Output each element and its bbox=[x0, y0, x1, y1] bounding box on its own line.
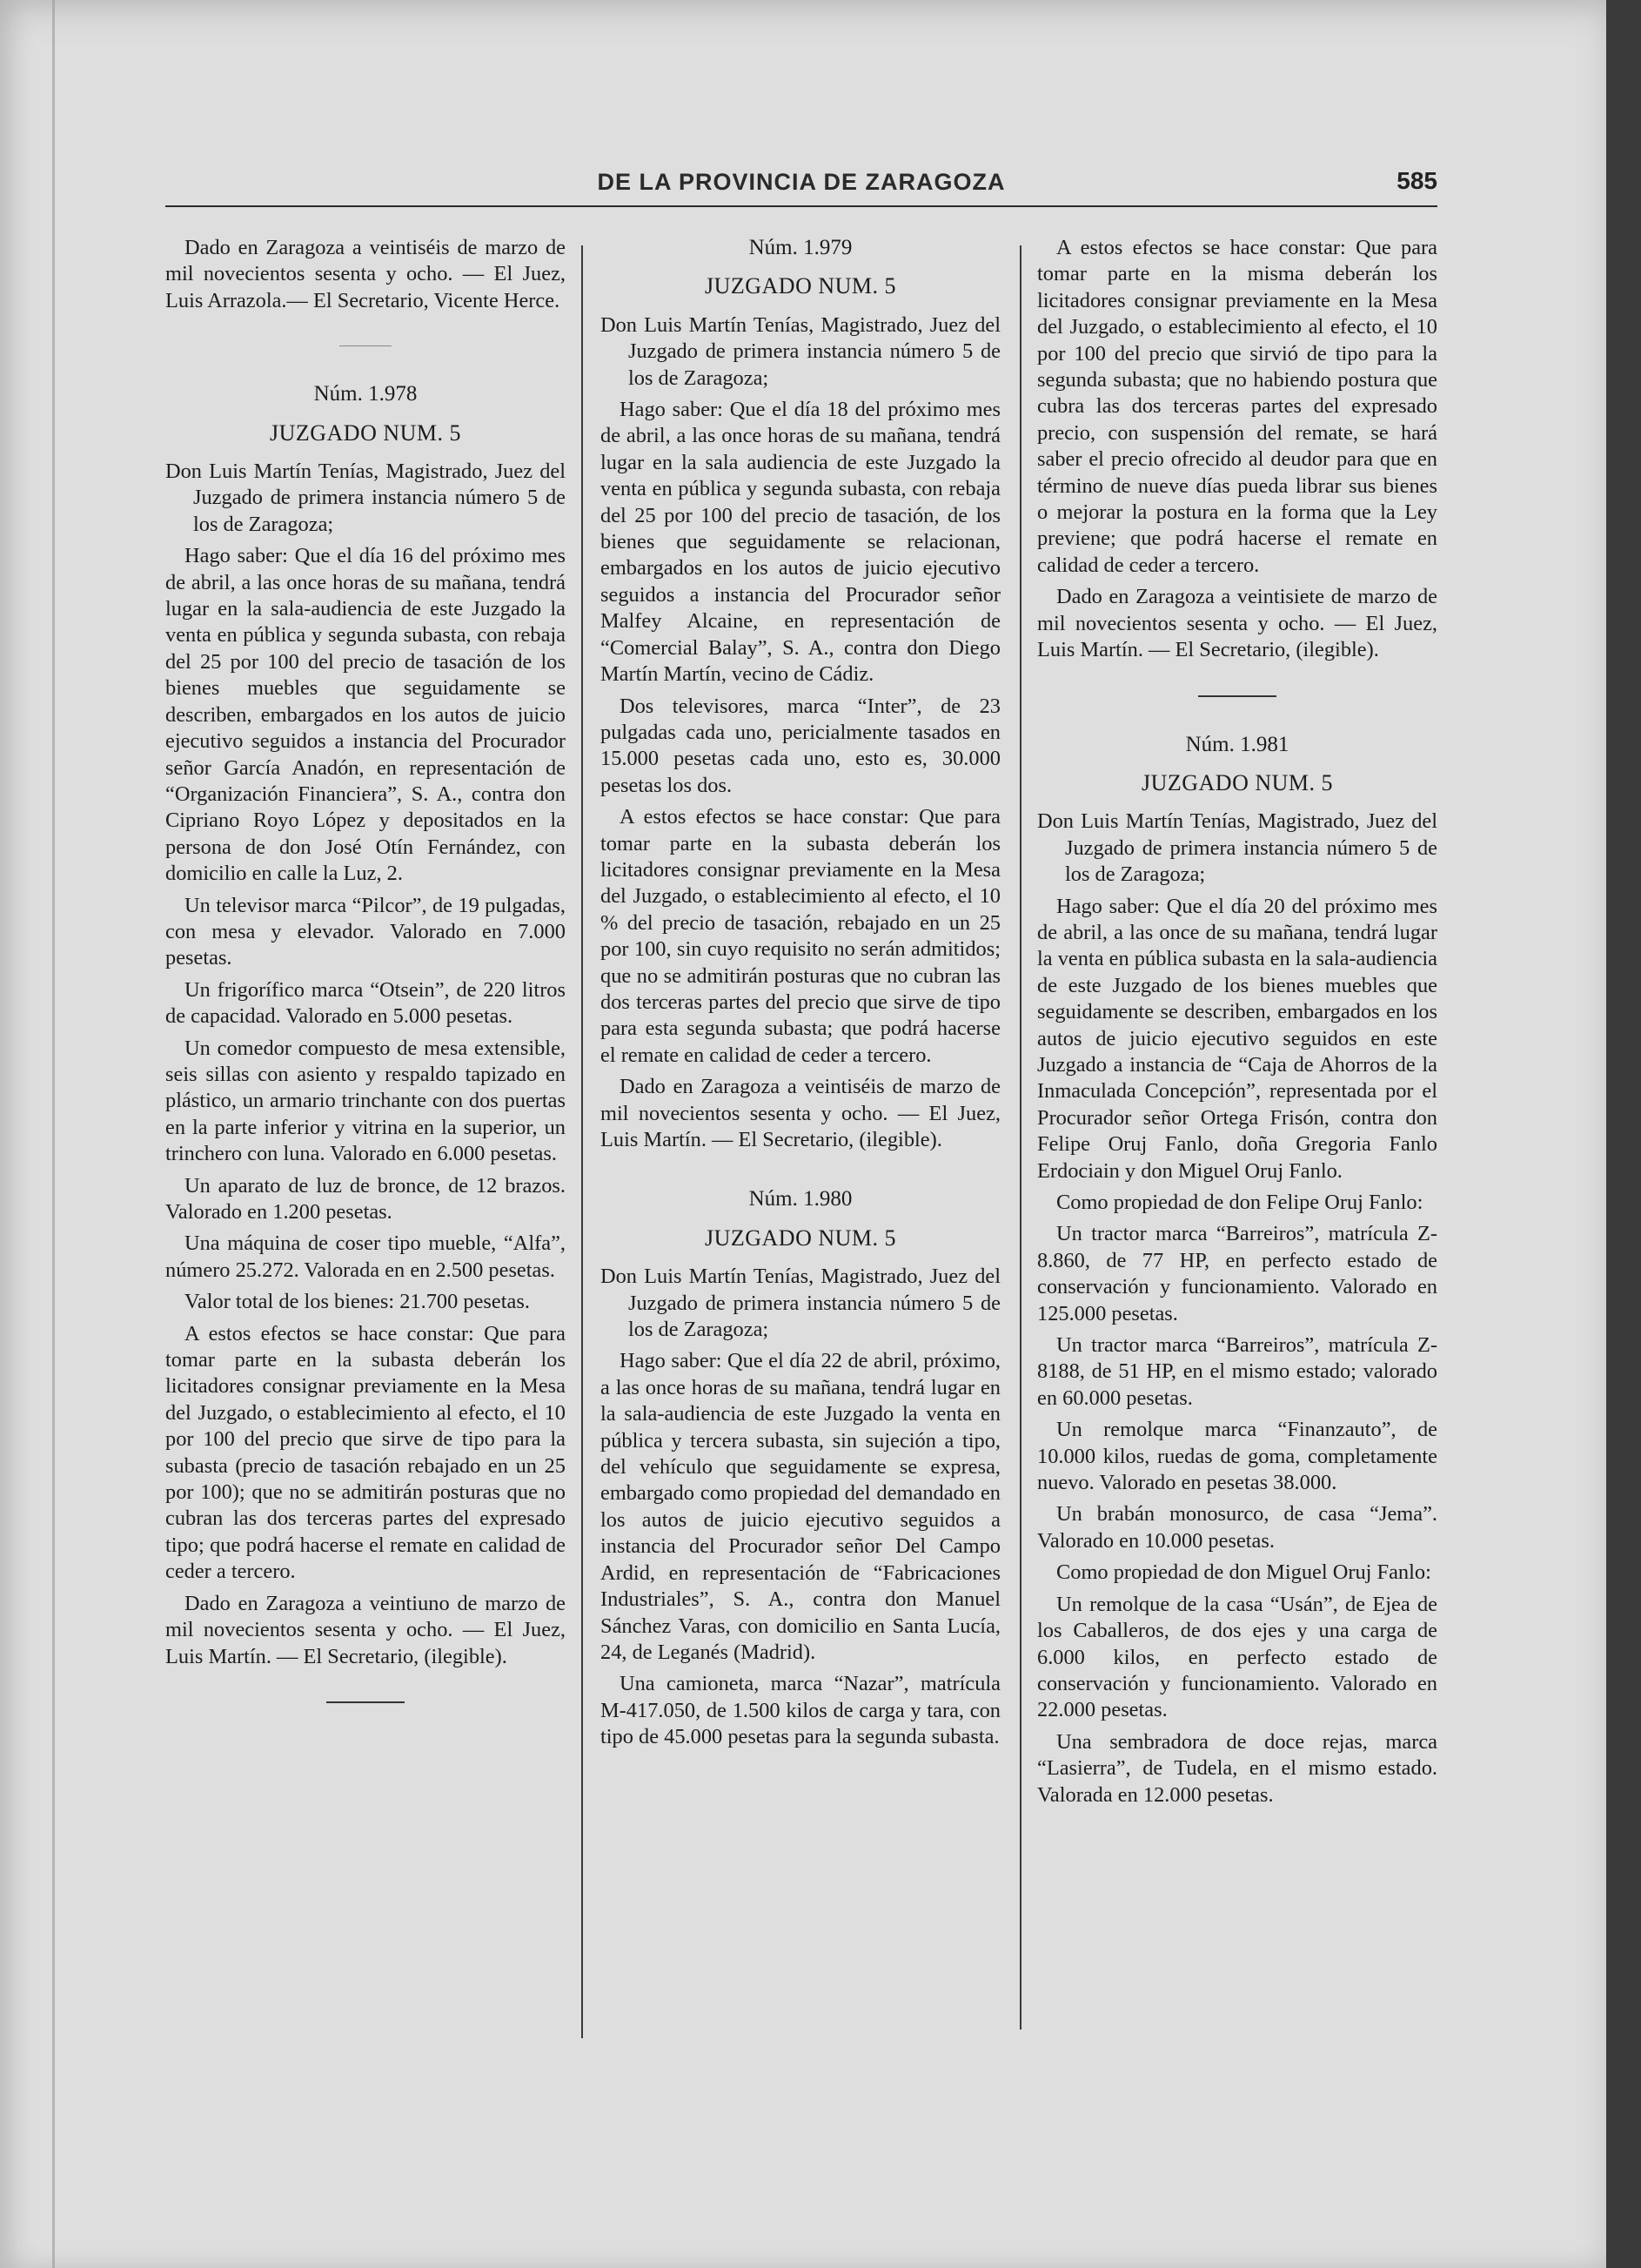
body-paragraph: Un brabán monosurco, de casa “Jema”. Valorado en 10.000 pesetas. bbox=[1037, 1502, 1437, 1553]
body-paragraph: Dos televisores, marca “Inter”, de 23 pulgadas cada uno, pericialmente tasados en 15.000 pesetas cada uno, esto es, 30.000 pesetas los dos. bbox=[600, 694, 1001, 797]
address-paragraph: Don Luis Martín Tenías, Magistrado, Juez del Juzgado de primera instancia número 5 de los de Zaragoza; bbox=[165, 460, 566, 536]
body-paragraph: Un remolque de la casa “Usán”, de Ejea de los Caballeros, de dos ejes y una carga de 6.000 kilos, en perfecto estado de conservación y funcionamiento. Valorado en 22.000 pesetas. bbox=[1037, 1592, 1437, 1722]
closing-paragraph: Dado en Zaragoza a veintiséis de marzo de mil novecientos sesenta y ocho. — El Juez, Luis Arrazola.— El Secretario, Vicente Herce. bbox=[165, 236, 566, 312]
closing-paragraph: Dado en Zaragoza a veintisiete de marzo de mil novecientos sesenta y ocho. — El Juez, Luis Martín. — El Secretario, (ilegible). bbox=[1037, 585, 1437, 662]
body-paragraph: Un tractor marca “Barreiros”, matrícula Z-8.860, de 77 HP, en perfecto estado de conservación y funcionamiento. Valorado en 125.000 pesetas. bbox=[1037, 1222, 1437, 1325]
body-paragraph: Una sembradora de doce rejas, marca “Lasierra”, de Tudela, en el mismo estado. Valorada en 12.000 pesetas. bbox=[1037, 1729, 1437, 1807]
address-paragraph: Don Luis Martín Tenías, Magistrado, Juez del Juzgado de primera instancia número 5 de los de Zaragoza; bbox=[1037, 809, 1437, 887]
body-paragraph: Un tractor marca “Barreiros”, matrícula Z-8188, de 51 HP, en el mismo estado; valorado en 60.000 pesetas. bbox=[1037, 1333, 1437, 1410]
body-paragraph: A estos efectos se hace constar: Que para tomar parte en la subasta deberán los licitadores consignar previamente en la Mesa del Juzgado, o establecimiento al efecto, el 10 % del precio de tasación, rebajado en un 25 por 100, sin cuyo requisito no serán admitidos; que no se admitirán posturas que no cubran las dos terceras partes del precio que sirve de tipo para esta segunda subasta; que podrá hacerse el remate en calidad de ceder a tercero. bbox=[600, 805, 1001, 1067]
body-paragraph: Un televisor marca “Pilcor”, de 19 pulgadas, con mesa y elevador. Valorado en 7.000 pesetas. bbox=[165, 893, 566, 970]
body-paragraph: Un remolque marca “Finanzauto”, de 10.000 kilos, ruedas de goma, completamente nuevo. Valorado en pesetas 38.000. bbox=[1037, 1418, 1437, 1495]
separator bbox=[1198, 695, 1276, 697]
court-heading: JUZGADO NUM. 5 bbox=[1141, 769, 1334, 795]
page-number: 585 bbox=[1397, 167, 1437, 194]
address-paragraph: Don Luis Martín Tenías, Magistrado, Juez del Juzgado de primera instancia número 5 de los de Zaragoza; bbox=[600, 312, 1001, 390]
address-paragraph: Don Luis Martín Tenías, Magistrado, Juez del Juzgado de primera instancia número 5 de los de Zaragoza; bbox=[600, 1265, 1001, 1342]
closing-paragraph: Dado en Zaragoza a veintiuno de marzo de mil novecientos sesenta y ocho. — El Juez, Luis Martín. — El Secretario, (ilegible). bbox=[165, 1591, 566, 1668]
closing-paragraph: Dado en Zaragoza a veintiséis de marzo de mil novecientos sesenta y ocho. — El Juez, Luis Martín. — El Secretario, (ilegible). bbox=[600, 1075, 1001, 1151]
body-paragraph: Un aparato de luz de bronce, de 12 brazos. Valorado en 1.200 pesetas. bbox=[165, 1173, 566, 1224]
page-fold-shadow bbox=[52, 0, 55, 2268]
body-paragraph: Una máquina de coser tipo mueble, “Alfa”, número 25.272. Valorada en en 2.500 pesetas. bbox=[165, 1231, 566, 1282]
notice-number: Núm. 1.981 bbox=[1185, 732, 1289, 756]
column-rule-2 bbox=[1020, 245, 1021, 2030]
body-paragraph: Hago saber: Que el día 22 de abril, próximo, a las once horas de su mañana, tendrá lugar en la sala-audiencia de este Juzgado la venta en pública y tercera subasta, sin sujeción a tipo, del vehículo que seguidamente se expresa, embargado como propiedad del demandado en los autos de juicio ejecutivo seguidos a instancia del Procurador señor Del Campo Ardid, en representación de “Fabricaciones Industriales”, S. A., contra don Manuel Sánchez Varas, con domicilio en Santa Lucía, 24, de Leganés (Madrid). bbox=[600, 1349, 1001, 1664]
notice-number: Núm. 1.978 bbox=[313, 382, 418, 406]
body-paragraph: Hago saber: Que el día 18 del próximo mes de abril, a las once horas de su mañana, tendrá lugar en la sala audiencia de este Juzgado la venta en pública y segunda subasta, con rebaja del 25 por 100 del precio de tasación, de los bienes que seguidamente se relacionan, embargados en los autos de juicio ejecutivo seguidos a instancia del Procurador señor Malfey Alcaine, en representación de “Comercial Balay”, S. A., contra don Diego Martín Martín, vecino de Cádiz. bbox=[600, 398, 1001, 687]
court-heading: JUZGADO NUM. 5 bbox=[704, 273, 897, 299]
running-header bbox=[165, 162, 1437, 207]
column-2 bbox=[600, 235, 1001, 1756]
separator bbox=[326, 1701, 405, 1703]
column-rule-1 bbox=[581, 245, 583, 2038]
column-3 bbox=[1037, 235, 1437, 1814]
notice-number: Núm. 1.979 bbox=[748, 236, 853, 259]
running-title: DE LA PROVINCIA DE ZARAGOZA bbox=[597, 169, 1006, 195]
body-paragraph: A estos efectos se hace constar: Que para tomar parte en la subasta deberán los licitadores consignar previamente en la Mesa del Juzgado, o establecimiento al efecto, el 10 por 100 del precio que sirve de tipo para la subasta (precio de tasación rebajado en un 25 por 100); que no se admitirán posturas que no cubran las dos terceras partes del expresado tipo; que podrá hacerse el remate en calidad de ceder a tercero. bbox=[165, 1321, 566, 1584]
body-paragraph: Un frigorífico marca “Otsein”, de 220 litros de capacidad. Valorado en 5.000 pesetas. bbox=[165, 977, 566, 1029]
body-paragraph: A estos efectos se hace constar: Que para tomar parte en la misma deberán los licitadores consignar previamente en la Mesa del Juzgado, o establecimiento al efecto, el 10 por 100 del precio que sirvió de tipo para la segunda subasta; que no habiendo postura que cubra las dos terceras partes del expresado precio, con suspensión del remate, se hará saber el precio ofrecido al deudor para que en término de nueve días pueda librar sus bienes o mejorar la postura en la forma que la Ley previene; que podrá hacerse el remate en calidad de ceder a tercero. bbox=[1037, 236, 1437, 577]
notice-number: Núm. 1.980 bbox=[748, 1187, 853, 1211]
body-paragraph: Hago saber: Que el día 16 del próximo mes de abril, a las once horas de su mañana, tendrá lugar en la sala-audiencia de este Juzgado la venta en pública y segunda subasta, con rebaja del 25 por 100 del precio de tasación de los bienes muebles que seguidamente se describen, embargados en los autos de juicio ejecutivo seguidos a instancia del Procurador señor García Anadón, en representación de “Organización Financiera”, S. A., contra don Cipriano Royo López y depositados en la persona de don José Otín Fernández, con domicilio en calle la Luz, 2. bbox=[165, 544, 566, 886]
body-paragraph: Un comedor compuesto de mesa extensible, seis sillas con asiento y respaldo tapizado en plástico, un armario trinchante con dos puertas en la parte inferior y vitrina en la superior, un trinchero con luna. Valorado en 6.000 pesetas. bbox=[165, 1036, 566, 1166]
court-heading: JUZGADO NUM. 5 bbox=[704, 1225, 897, 1251]
court-heading: JUZGADO NUM. 5 bbox=[269, 419, 462, 446]
body-paragraph: Como propiedad de don Miguel Oruj Fanlo: bbox=[1056, 1560, 1431, 1585]
body-paragraph: Valor total de los bienes: 21.700 pesetas. bbox=[184, 1290, 530, 1314]
body-paragraph: Hago saber: Que el día 20 del próximo mes de abril, a las once de su mañana, tendrá lugar la venta en pública subasta en la sala-audiencia de este Juzgado de los bienes muebles que seguidamente se describen, embargados en los autos de juicio ejecutivo seguidos en este Juzgado a instancia de “Caja de Ahorros de la Inmaculada Concepción”, representada por el Procurador señor Ortega Frisón, contra don Felipe Oruj Fanlo, doña Gregoria Fanlo Erdociain y don Miguel Oruj Fanlo. bbox=[1037, 894, 1437, 1183]
body-paragraph: Una camioneta, marca “Nazar”, matrícula M-417.050, de 1.500 kilos de carga y tara, con tipo de 45.000 pesetas para la segunda subasta. bbox=[600, 1672, 1001, 1749]
column-1 bbox=[165, 235, 566, 1738]
body-paragraph: Como propiedad de don Felipe Oruj Fanlo: bbox=[1056, 1191, 1423, 1214]
